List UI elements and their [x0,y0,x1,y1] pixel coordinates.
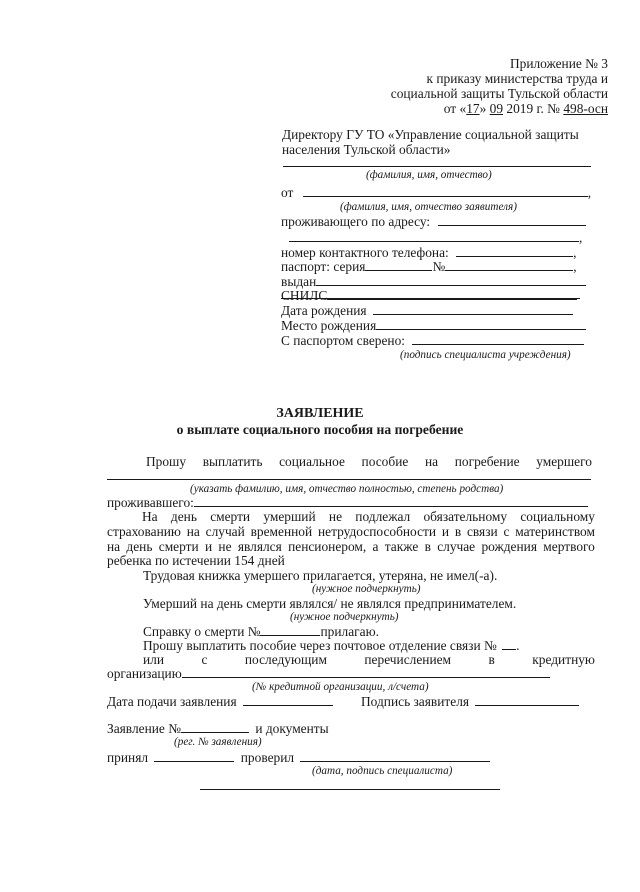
date-mid: » [479,101,490,116]
word: также [384,539,419,554]
passport-number-field[interactable] [445,259,573,271]
date-prefix: от « [443,101,467,116]
address-field-2[interactable] [289,230,579,242]
birth-date-field[interactable] [373,303,573,315]
word: погребение [454,454,520,469]
word: социальное [279,454,345,469]
post-office-label: Прошу выплатить пособие через почтовое отделение связи № [143,638,497,653]
order-date-line [444,101,608,116]
address-row [281,214,586,229]
hint-applicant: (фамилия, имя, отчество заявителя) [340,201,517,213]
org-row [107,666,550,681]
addressee-line2: населения Тульской области» [282,142,451,157]
word: пособие [361,454,409,469]
hint-signature: (подпись специалиста учреждения) [400,349,571,361]
word: с [503,524,510,539]
hint-underline-2: (нужное подчеркнуть) [290,611,399,623]
word: смерти [210,509,251,524]
word: на [186,524,200,539]
passport-label: паспорт: серия [281,259,366,274]
director-fio-line [283,166,591,167]
post-suffix: . [516,638,520,653]
para1-line4: ребенка по истечении 154 дней [107,553,285,568]
word: смерти [158,539,199,554]
word: и [204,539,213,554]
workbook-statement: Трудовая книжка умершего прилагается, утеряна, не имел(-а). [143,568,498,583]
signature-label: Подпись заявителя [361,694,470,709]
word: перечислением [364,652,452,667]
documents-label: и документы [255,721,329,736]
deceased-name-field[interactable] [107,479,591,480]
org-label: организацию [107,666,182,681]
para1-line1 [142,509,595,524]
checked-field[interactable] [300,750,490,762]
addressee-line1: Директору ГУ ТО «Управление социальной защиты [282,127,579,142]
post-office-number-field[interactable] [502,638,516,650]
word: нетрудоспособности [317,524,437,539]
snils-label: СНИЛС [281,288,328,303]
phone-field[interactable] [456,245,573,257]
passport-no-label: № [432,259,446,274]
word: материнством [515,524,595,539]
word: кредитную [532,652,595,667]
final-line[interactable] [200,789,500,790]
from-row: от , [281,185,592,200]
order-day: 17 [466,101,480,116]
lived-address-field[interactable] [194,495,588,507]
ministry-name: социальной защиты Тульской области [390,86,608,101]
accepted-field[interactable] [154,750,234,762]
address-field-1[interactable] [438,214,586,226]
accepted-label: принял [107,750,149,765]
word: Прошу [146,454,187,469]
appendix-number: Приложение № 3 [509,56,608,71]
word: день [126,539,153,554]
birth-place-row [281,318,586,333]
word: являлся [237,539,282,554]
statement-no-label: Заявление № [107,721,181,736]
word: обязательному [423,509,508,524]
snils-row [281,288,577,303]
hint-date-sign: (дата, подпись специалиста) [312,765,453,777]
word: с [201,652,208,667]
word: не [218,539,232,554]
word: На [142,509,158,524]
verified-label: С паспортом сверено: [281,333,406,348]
word: временной [250,524,313,539]
or-line [143,652,595,667]
phone-row: номер контактного телефона: , [281,245,577,260]
date-suffix: 2019 г. № [503,101,564,116]
word: не [328,509,343,524]
order-reference: к приказу министерства труда и [426,71,608,86]
filing-date-field[interactable] [243,694,333,706]
birth-date-label: Дата рождения [281,303,367,318]
passport-series-field[interactable] [365,259,432,271]
order-month: 09 [489,101,504,116]
hint-fio: (фамилия, имя, отчество) [366,169,492,181]
signature-field[interactable] [475,694,579,706]
word: социальному [520,509,595,524]
word: или [143,652,165,667]
word: случай [205,524,245,539]
document-subtitle: о выплате социального пособия на погребение [176,422,464,437]
word: выплатить [202,454,263,469]
word: в [454,524,462,539]
word: подлежал [355,509,411,524]
document-title: ЗАЯВЛЕНИЕ [276,406,364,421]
para1-line3 [107,539,595,554]
word: день [170,509,197,524]
applicant-name-field[interactable] [303,185,588,197]
hint-deceased: (указать фамилию, имя, отчество полностью, степень родства) [190,483,504,495]
word: рождения [481,539,537,554]
entrepreneur-statement: Умерший на день смерти являлся/ не являлся предпринимателем. [143,596,517,611]
passport-row: паспорт: серия № , [281,259,577,274]
word: умерший [263,509,316,524]
signature-row [361,694,579,709]
birth-place-label: Место рождения [281,318,377,333]
checked-label: проверил [240,750,295,765]
birth-date-row [281,303,573,318]
word: а [372,539,379,554]
order-number: 498-осн [563,101,608,116]
word: последующим [244,652,327,667]
word: мертвого [543,539,595,554]
issued-field[interactable] [316,274,586,286]
phone-label: номер контактного телефона: [281,245,449,260]
hint-underline-1: (нужное подчеркнуть) [312,583,421,595]
credit-org-field[interactable] [182,666,550,678]
request-line [146,454,592,469]
filing-date-label: Дата подачи заявления [107,694,237,709]
verified-field[interactable] [412,333,584,345]
certificate-number-field[interactable] [260,624,320,636]
snils-field[interactable] [327,288,577,300]
word: в [488,652,495,667]
para1-line2 [107,524,595,539]
word: страхованию [107,524,181,539]
address-row-2: , [289,230,582,245]
certificate-label: Справку о смерти № [143,624,261,639]
word: умершего [536,454,592,469]
accepted-row [107,750,490,765]
post-office-row [143,638,519,653]
word: связи [466,524,498,539]
lived-label: проживавшего: [107,495,194,510]
word: и [441,524,450,539]
word: на [107,539,121,554]
verified-row [281,333,584,348]
hint-account: (№ кредитной организации, л/счета) [252,681,429,693]
statement-no-row [107,721,329,736]
word: на [424,454,439,469]
issued-row [281,274,586,289]
certificate-row [143,624,379,639]
statement-no-field[interactable] [181,721,249,733]
hint-reg: (рег. № заявления) [174,736,262,748]
filing-date-row [107,694,333,709]
issued-label: выдан [281,274,317,289]
word: в [424,539,431,554]
address-label: проживающего по адресу: [281,214,431,229]
from-label: от [281,185,294,200]
word: случае [437,539,476,554]
word: пенсионером, [288,539,367,554]
certificate-suffix: прилагаю. [320,624,379,639]
birth-place-field[interactable] [376,318,586,330]
lived-row [107,495,588,510]
